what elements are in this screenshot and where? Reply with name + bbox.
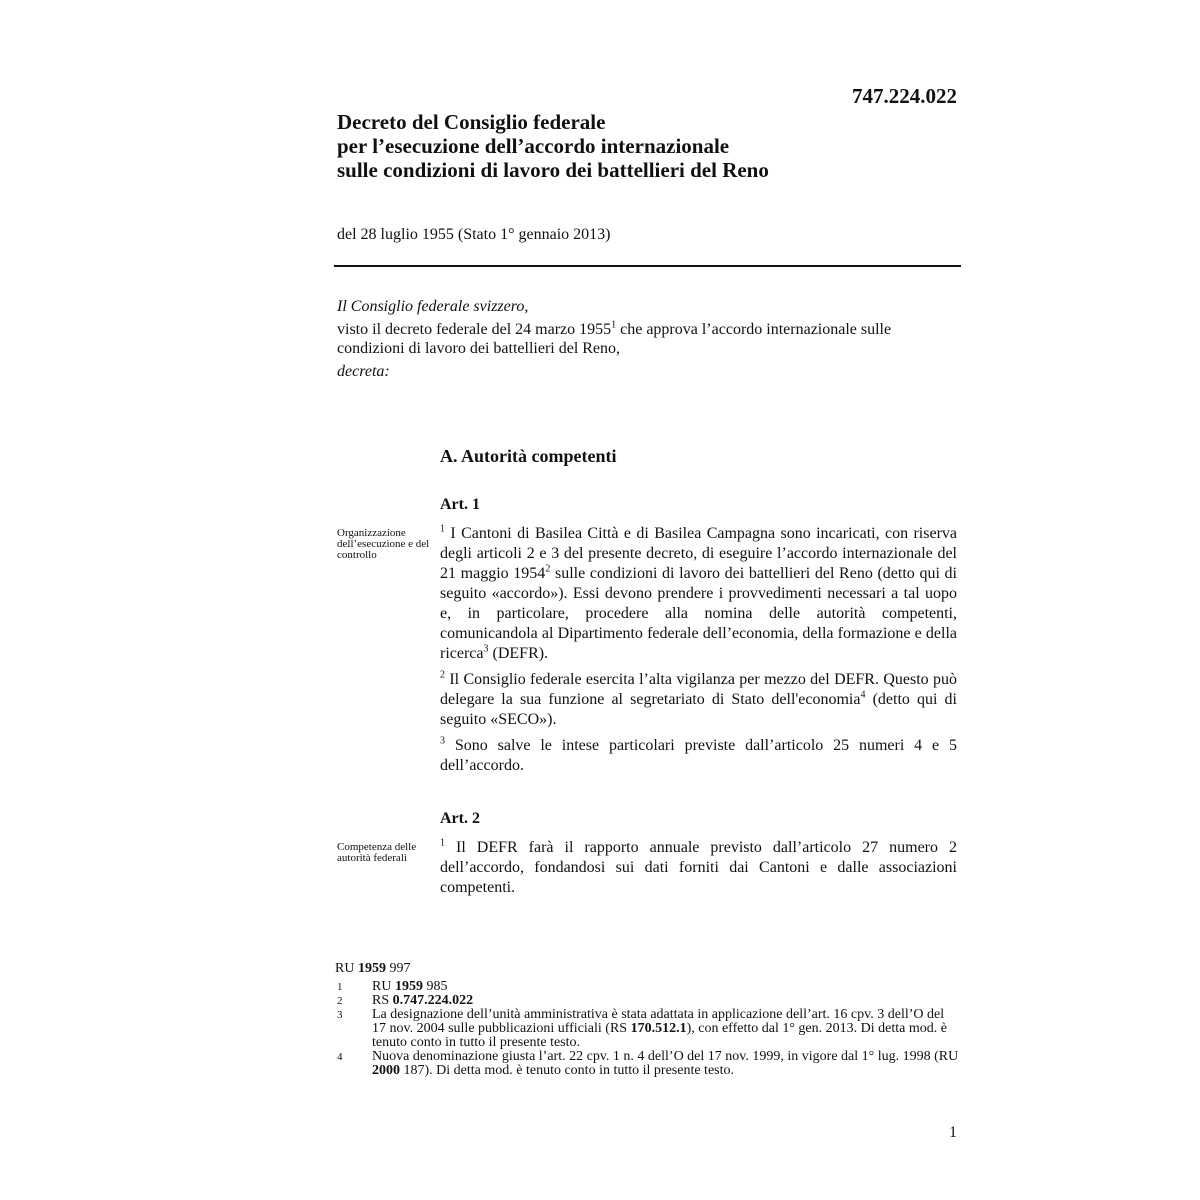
title-line-3: sulle condizioni di lavoro dei battellieri del Reno xyxy=(337,158,769,182)
footnote-text xyxy=(372,1050,960,1078)
document-title xyxy=(337,110,957,182)
title-line-2: per l’esecuzione dell’accordo internazionale xyxy=(337,134,730,158)
article-1-paragraph-2 xyxy=(440,670,957,730)
paragraph-number: 1 xyxy=(440,837,445,849)
footnote-text-part: 985 xyxy=(422,979,448,994)
article-2-margin-note: Competenza delle autorità federali xyxy=(337,841,417,864)
preamble-decreta: decreta: xyxy=(337,363,390,380)
footnote-text-part: RU xyxy=(372,979,395,994)
document-date: del 28 luglio 1955 (Stato 1° gennaio 2013) xyxy=(337,226,611,243)
article-2-heading: Art. 2 xyxy=(440,810,480,827)
preamble-authority: Il Consiglio federale svizzero, xyxy=(337,298,529,315)
footnote-text xyxy=(372,1008,960,1050)
ref-prefix: RU xyxy=(335,961,358,976)
preamble-visto-text: visto il decreto federale del 24 marzo 1955 xyxy=(337,321,612,338)
article-2-body xyxy=(440,838,957,904)
paragraph-text: (DEFR). xyxy=(488,645,549,662)
title-divider xyxy=(334,265,961,267)
article-1-body xyxy=(440,524,957,782)
preamble xyxy=(337,297,957,381)
preamble-visto xyxy=(337,320,957,358)
footnote-number: 3 xyxy=(337,1009,343,1021)
footnote-2 xyxy=(335,994,960,1008)
footnote-text-part: La designazione dell’unità amministrativa è stata adattata in applicazione dell’art. 16 cpv. 3 dell’O del 17 nov. 2004 sulle pubblicazioni ufficiali (RS xyxy=(372,1007,945,1036)
article-1-margin-note: Organizzazione dell’esecuzione e del controllo xyxy=(337,527,430,561)
footnote-3 xyxy=(335,1008,960,1050)
paragraph-text: (detto qui di seguito «SECO»). xyxy=(440,691,957,728)
page-number: 1 xyxy=(949,1124,957,1141)
footnote-text xyxy=(372,994,960,1008)
footnote-text-bold: 1959 xyxy=(394,979,423,994)
paragraph-number: 1 xyxy=(440,523,445,535)
footnote-text-part: ), con effetto dal 1° gen. 2013. Di detta mod. è tenuto conto in tutto il presente testo. xyxy=(372,1021,947,1050)
footnote-4 xyxy=(335,1050,960,1078)
article-1-heading: Art. 1 xyxy=(440,496,480,513)
paragraph-text: I Cantoni di Basilea Città e di Basilea Campagna sono incaricati, con riserva degli articoli 2 e 3 del presente decreto, di eseguire l’accordo internazionale del 21 maggio 1954 xyxy=(440,525,957,582)
footnote-text-bold: 0.747.224.022 xyxy=(392,993,474,1008)
footnote-ref-1[interactable]: 1 xyxy=(611,319,617,331)
footnote-text xyxy=(372,980,960,994)
footnote-text-part: Nuova denominazione giusta l’art. 22 cpv. 1 n. 4 dell’O del 17 nov. 1999, in vigore dal 1° lug. 1998 (RU xyxy=(372,1049,959,1064)
ref-page: 997 xyxy=(385,961,411,976)
ref-year: 1959 xyxy=(357,961,386,976)
paragraph-number: 2 xyxy=(440,669,445,681)
section-heading-a: A. Autorità competenti xyxy=(440,446,617,466)
paragraph-text: Il Consiglio federale esercita l’alta vigilanza per mezzo del DEFR. Questo può delegare la sua funzione al segretariato di Stato dell'economia xyxy=(440,671,957,708)
footnote-text-bold: 2000 xyxy=(372,1063,400,1078)
official-collection-ref xyxy=(335,962,960,976)
footnotes-area xyxy=(335,962,960,1078)
document-number: 747.224.022 xyxy=(852,84,957,108)
preamble-visto-text-2: che approva l’accordo internazionale sulle condizioni di lavoro dei battellieri del Reno, xyxy=(337,321,892,357)
footnote-ref-2[interactable]: 2 xyxy=(545,563,551,575)
article-1-paragraph-1 xyxy=(440,524,957,664)
footnote-text-part: 187). Di detta mod. è tenuto conto in tutto il presente testo. xyxy=(400,1063,734,1078)
footnote-number: 1 xyxy=(337,981,343,993)
paragraph-text: sulle condizioni di lavoro dei battellieri del Reno (detto qui di seguito «accordo»). Essi devono prendere i provvedimenti necessari a tal uopo e, in particolare, procedere alla nomina delle autorità competenti, comunicandola al Dipartimento federale dell’economia, della formazione e della ricerca xyxy=(440,565,957,662)
footnote-text-part: RS xyxy=(372,993,393,1008)
article-1-paragraph-3 xyxy=(440,736,957,776)
paragraph-text: Il DEFR farà il rapporto annuale previsto dall’articolo 27 numero 2 dell’accordo, fondandosi sui dati forniti dai Cantoni e dalle associazioni competenti. xyxy=(440,839,957,896)
article-2-paragraph-1 xyxy=(440,838,957,898)
footnote-ref-4[interactable]: 4 xyxy=(860,689,866,701)
paragraph-number: 3 xyxy=(440,735,445,747)
footnote-text-bold: 170.512.1 xyxy=(630,1021,687,1036)
footnote-number: 4 xyxy=(337,1051,343,1063)
footnote-ref-3[interactable]: 3 xyxy=(483,643,489,655)
footnote-number: 2 xyxy=(337,995,343,1007)
title-line-1: Decreto del Consiglio federale xyxy=(337,110,606,134)
paragraph-text: Sono salve le intese particolari previste dall’articolo 25 numeri 4 e 5 dell’accordo. xyxy=(440,737,957,774)
footnote-1 xyxy=(335,980,960,994)
